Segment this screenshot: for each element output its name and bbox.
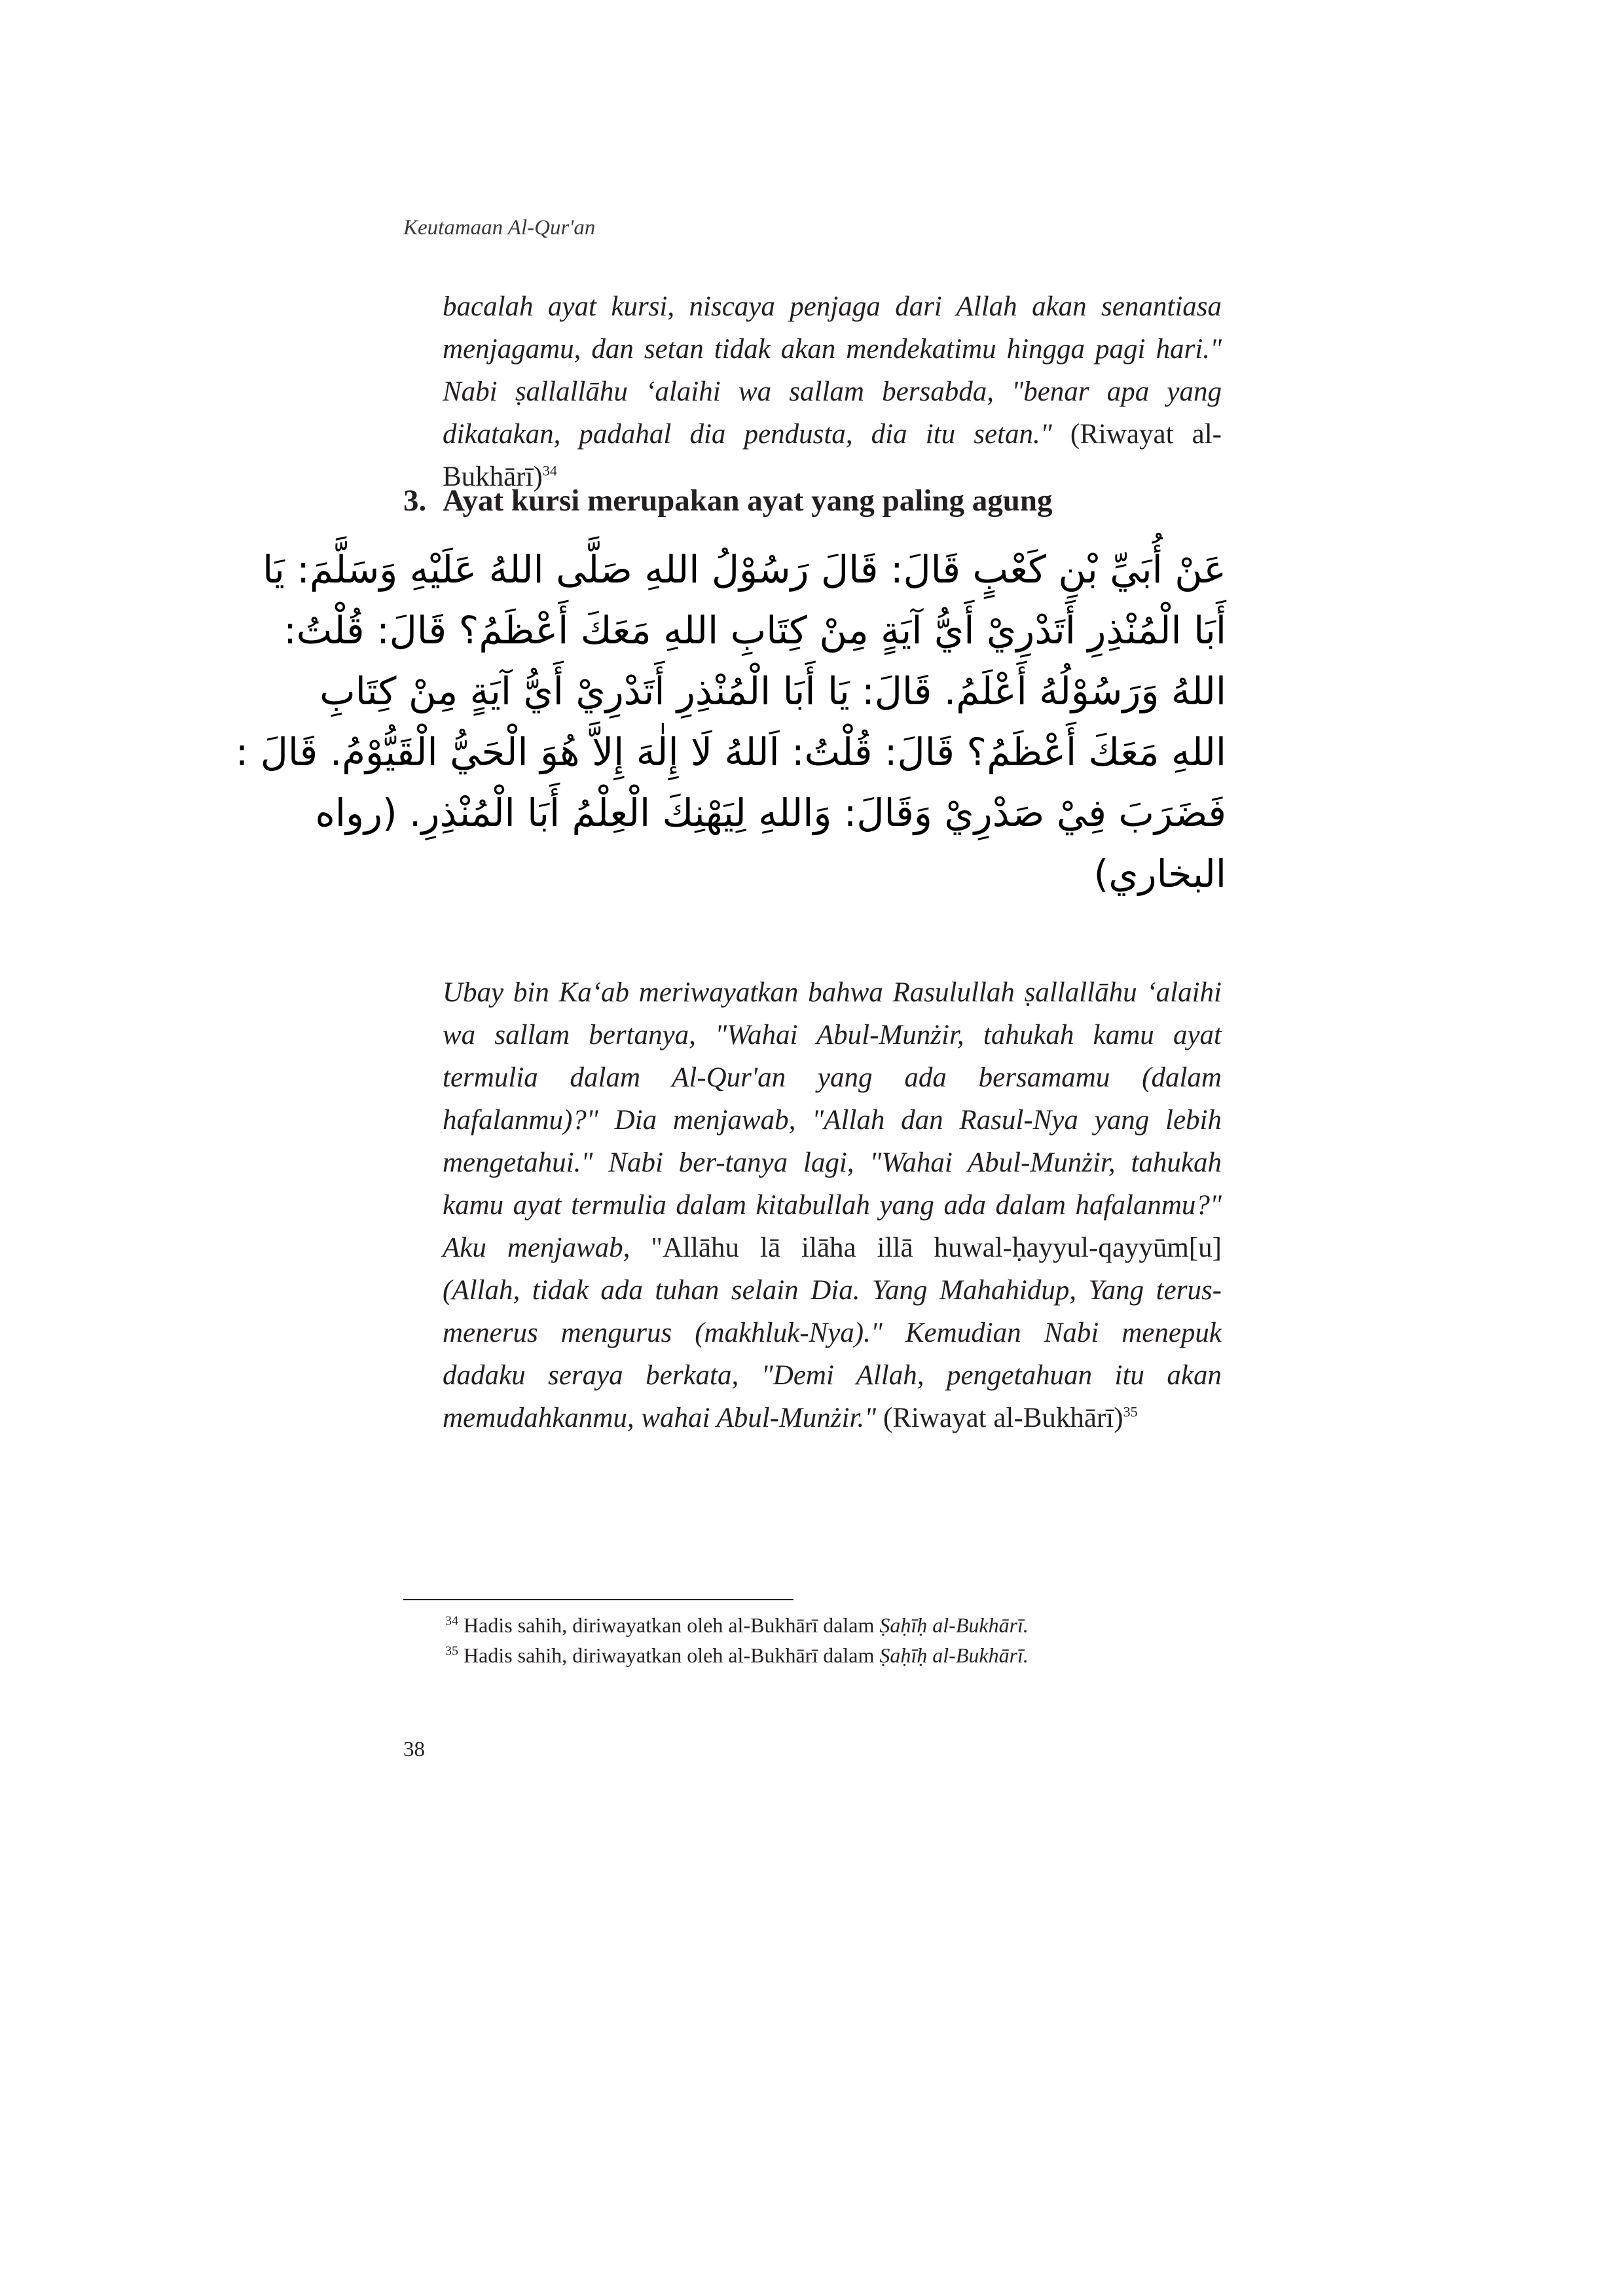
section-number: 3. — [403, 484, 427, 518]
translation-italic-1: Ubay bin Ka‘ab meriwayatkan bahwa Rasulullah ṣallallāhu ‘alaihi wa sallam bertanya, "Wahai Abul-Munżir, tahukah kamu ayat termulia dalam Al-Qur'an yang ada bersamamu (dalam hafalanmu)?" Dia menjawab, "Allah dan Rasul-Nya yang lebih mengetahui." Nabi ber-tanya lagi, "Wahai Abul-Munżir, tahukah kamu ayat termulia dalam kitabullah yang ada dalam hafalanmu?" Aku menjawab, — [443, 977, 1222, 1263]
arabic-line-1: عَنْ أُبَيِّ بْنِ كَعْبٍ قَالَ: قَالَ رَسُوْلُ اللهِ صَلَّى اللهُ عَلَيْهِ وَسَلَّمَ: يَا — [263, 547, 1226, 592]
arabic-line-2: أَبَا الْمُنْذِرِ أَتَدْرِيْ أَيُّ آيَةٍ مِنْ كِتَابِ اللهِ مَعَكَ أَعْظَمُ؟ قَالَ: قُلْتُ: — [283, 608, 1226, 653]
running-head: Keutamaan Al-Qur'an — [403, 216, 596, 240]
translation-paragraph — [443, 971, 1222, 1439]
footnote-text: Hadis sahih, diriwayatkan oleh al-Bukhārī dalam — [464, 1613, 875, 1637]
footnote-number: 35 — [445, 1643, 458, 1659]
arabic-line-4: اللهِ مَعَكَ أَعْظَمُ؟ قَالَ: قُلْتُ: اَللهُ لَا إِلٰهَ إِلاَّ هُوَ الْحَيُّ الْقَيُّوْمُ. قَالَ : — [235, 730, 1226, 774]
footnotes — [445, 1610, 1029, 1670]
top-paragraph — [443, 285, 1222, 498]
footnote-ref-34: 34 — [542, 462, 557, 479]
footnote-divider — [403, 1599, 793, 1600]
translation-italic-2: (Allah, tidak ada tuhan selain Dia. Yang Mahahidup, Yang terus-menerus mengurus (makhluk-Nya)." Kemudian Nabi menepuk dadaku seraya berkata, "Demi Allah, pengetahuan itu akan memudahkanmu, wahai Abul-Munżir." — [443, 1275, 1222, 1433]
footnote-title: Ṣaḥīḥ al-Bukhārī. — [879, 1643, 1029, 1667]
footnote-title: Ṣaḥīḥ al-Bukhārī. — [879, 1613, 1029, 1637]
arabic-hadith — [235, 539, 1226, 905]
section-heading — [403, 483, 1053, 518]
footnote-text: Hadis sahih, diriwayatkan oleh al-Bukhārī dalam — [464, 1643, 875, 1667]
footnote-35 — [445, 1640, 1029, 1670]
page-number: 38 — [403, 1738, 425, 1761]
translation-transliteration: "Allāhu lā ilāha illā huwal-ḥayyul-qayyūm[u] — [651, 1232, 1222, 1263]
footnote-number: 34 — [445, 1613, 458, 1628]
top-paragraph-source: (Riwayat al-Bukhārī) — [443, 419, 1222, 492]
footnote-ref-35: 35 — [1123, 1403, 1138, 1420]
arabic-line-6: البخاري) — [1093, 852, 1226, 896]
section-title: Ayat kursi merupakan ayat yang paling agung — [443, 484, 1053, 518]
top-paragraph-italic: bacalah ayat kursi, niscaya penjaga dari Allah akan senantiasa menjagamu, dan setan tidak akan mendekatimu hingga pagi hari." Nabi ṣallallāhu ‘alaihi wa sallam bersabda, "benar apa yang dikatakan, padahal dia pendusta, dia itu setan." — [443, 291, 1222, 450]
footnote-34 — [445, 1610, 1029, 1640]
arabic-line-3: اللهُ وَرَسُوْلُهُ أَعْلَمُ. قَالَ: يَا أَبَا الْمُنْذِرِ أَتَدْرِيْ أَيُّ آيَةٍ مِنْ كِتَابِ — [319, 669, 1226, 713]
arabic-line-5: فَضَرَبَ فِيْ صَدْرِيْ وَقَالَ: وَاللهِ لِيَهْنِكَ الْعِلْمُ أَبَا الْمُنْذِرِ. (رواه — [315, 791, 1226, 835]
translation-source: (Riwayat al-Bukhārī) — [883, 1403, 1123, 1433]
